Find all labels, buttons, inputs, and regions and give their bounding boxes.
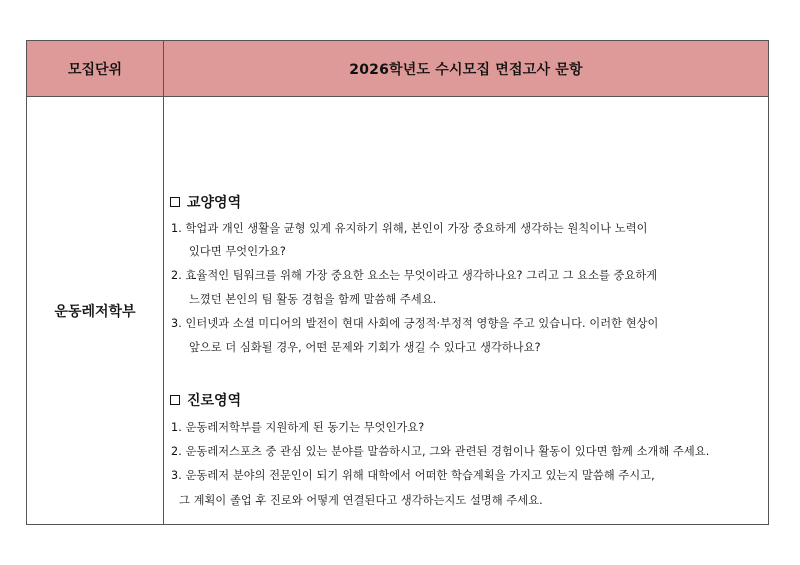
header-unit-label: 모집단위 [67,61,123,78]
question-line: 있다면 무엇인가요? [189,245,286,258]
question-line: 2. 운동레저스포츠 중 관심 있는 분야를 말씀하시고, 그와 관련된 경험이나 활동이 있다면 함께 소개해 주세요. [171,445,710,458]
section-title-career [170,390,241,410]
checkbox-icon [170,395,180,405]
interview-table [26,40,769,525]
question-line: 3. 인터넷과 소셜 미디어의 발전이 현대 사회에 긍정적·부정적 영향을 주고 있습니다. 이러한 현상이 [171,317,659,330]
question-line: 느꼈던 본인의 팀 활동 경험을 함께 말씀해 주세요. [189,293,437,306]
question-line: 3. 운동레저 분야의 전문인이 되기 위해 대학에서 어떠한 학습계획을 가지고 있는지 말씀해 주시고, [171,469,655,482]
unit-name: 운동레저학부 [54,303,136,320]
section-title-general [170,192,241,212]
checkbox-icon [170,197,180,207]
question-line: 1. 학업과 개인 생활을 균형 있게 유지하기 위해, 본인이 가장 중요하게 생각하는 원칙이나 노력이 [171,222,648,235]
question-line: 앞으로 더 심화될 경우, 어떤 문제와 기회가 생길 수 있다고 생각하나요? [189,341,541,354]
section-title-label: 교양영역 [187,195,242,211]
question-line: 2. 효율적인 팀워크를 위해 가장 중요한 요소는 무엇이라고 생각하나요? 그리고 그 요소를 중요하게 [171,269,658,282]
section-title-label: 진로영역 [187,393,242,409]
column-divider [163,41,164,524]
question-line: 그 계획이 졸업 후 진로와 어떻게 연결된다고 생각하는지도 설명해 주세요. [179,494,543,507]
question-line: 1. 운동레저학부를 지원하게 된 동기는 무엇인가요? [171,421,425,434]
header-title: 2026학년도 수시모집 면접고사 문항 [349,61,583,78]
